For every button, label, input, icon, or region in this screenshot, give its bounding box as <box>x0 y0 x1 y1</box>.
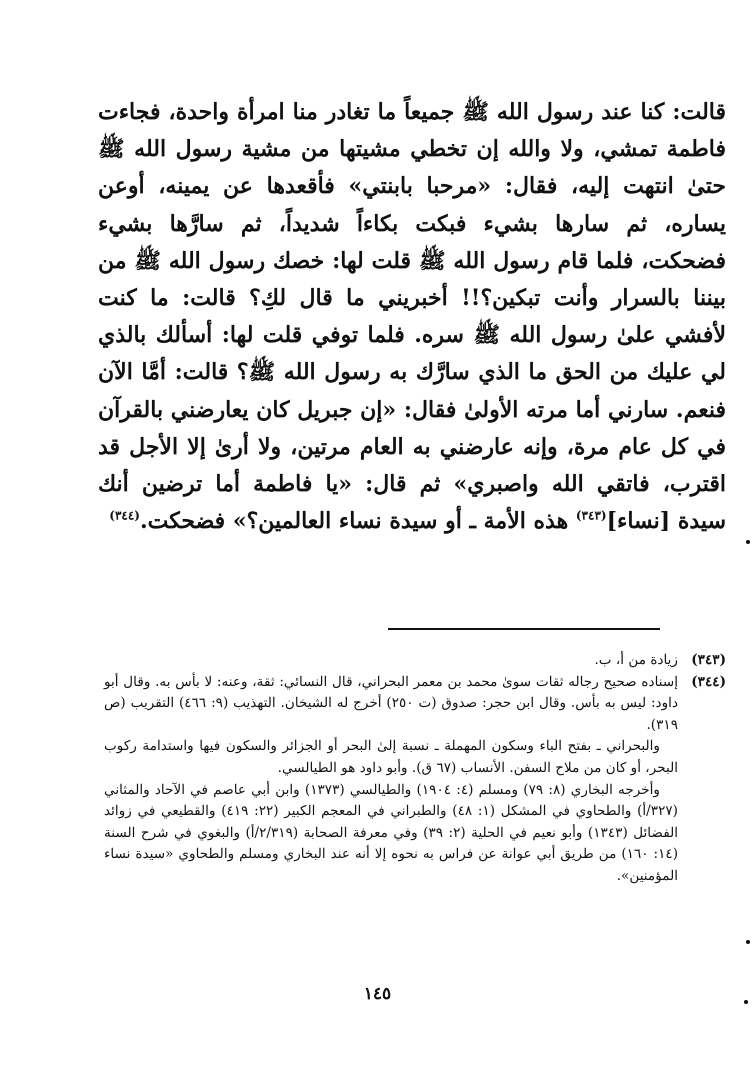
footnote-paragraph: إسناده صحيح رجاله ثقات سوىٰ محمد بن معمر البحراني، قال النسائي: ثقة، وعنه: لا بأس به. وقال أبو داود: ليس به بأس. وقال ابن حجر: صدوق (ت ٢٥٠) أخرج له الشيخان. التهذيب (٩: ٤٦٦) التقريب (ص ٣١٩). <box>104 673 678 733</box>
footnote-body <box>104 650 678 672</box>
footnote-paragraph: وأخرجه البخاري (٨: ٧٩) ومسلم (٤: ١٩٠٤) والطيالسي (١٣٧٣) وابن أبي عاصم في الآحاد والمثاني (٣٢٧/أ) والطحاوي في المشكل (١: ٤٨) والطبراني في المعجم الكبير (٢٢: ٤١٩) والقطيعي في زوائد الفضائل (١٣٤٣) وأبو نعيم في الحلية (٢: ٣٩) وفي معرفة الصحابة (٢/٣١٩/أ) والبغوي في شرح السنة (١٤: ١٦٠) من طريق أبي عوانة عن فراس به نحوه إلا أنه عند البخاري ومسلم والطحاوي «سيدة نساء المؤمنين». <box>104 781 679 884</box>
margin-dot <box>746 540 750 544</box>
footnote-separator <box>388 628 660 630</box>
footnotes <box>104 650 726 888</box>
footnote-343 <box>104 650 726 672</box>
main-paragraph <box>98 94 726 540</box>
page-number: ١٤٥ <box>363 984 392 1004</box>
footnote-ref-343: (٣٤٣) <box>575 508 607 523</box>
footnote-number: (٣٤٤) <box>691 673 726 690</box>
margin-dot <box>744 1000 748 1004</box>
footnote-paragraph: زيادة من أ، ب. <box>594 652 678 668</box>
footnote-ref-344: (٣٤٤) <box>109 508 140 523</box>
main-text-part-1: قالت: كنا عند رسول الله ﷺ جميعاً ما تغادر منا امرأة واحدة، فجاءت فاطمة تمشي، ولا والله إن تخطي مشيتها من مشية رسول الله ﷺ حتىٰ انتهت إليه، فقال: «مرحبا بابنتي» فأقعدها عن يمينه، أوعن يساره، ثم سارها بشيء فبكت بكاءاً شديداً، ثم سارَّها بشيء فضحكت، فلما قام رسول الله ﷺ قلت لها: خصك رسول الله ﷺ من بيننا بالسرار وأنت تبكين؟!! أخبريني ما قال لكِ؟ قالت: ما كنت لأفشي علىٰ رسول الله ﷺ سره. فلما توفي قلت لها: أسألك بالذي لي عليك من الحق ما الذي سارَّك به رسول الله ﷺ؟ قالت: أمَّا الآن فنعم. سارني أما مرته الأولىٰ فقال: «إن جبريل كان يعارضني بالقرآن في كل عام مرة، وإنه عارضني به العام مرتين، ولا أرىٰ إلا الأجل قد اقترب، فاتقي الله واصبري» ثم قال: «يا فاطمة أما ترضين أنك سيدة [نساء] <box>98 99 726 535</box>
footnote-paragraph: والبحراني ـ بفتح الباء وسكون المهملة ـ نسبة إلىٰ البحر أو الجزائر والسكون فيها واستدامة ركوب البحر، أو كان من ملاح السفن. الأنساب (٦٧ ق). وأبو داود هو الطيالسي. <box>104 738 678 776</box>
footnote-number: (٣٤٣) <box>691 652 726 668</box>
footnote-344 <box>104 672 726 888</box>
main-text-part-2: هذه الأمة ـ أو سيدة نساء العالمين؟» فضحكت. <box>139 508 576 535</box>
margin-dot <box>746 940 750 944</box>
footnote-body <box>104 672 678 888</box>
